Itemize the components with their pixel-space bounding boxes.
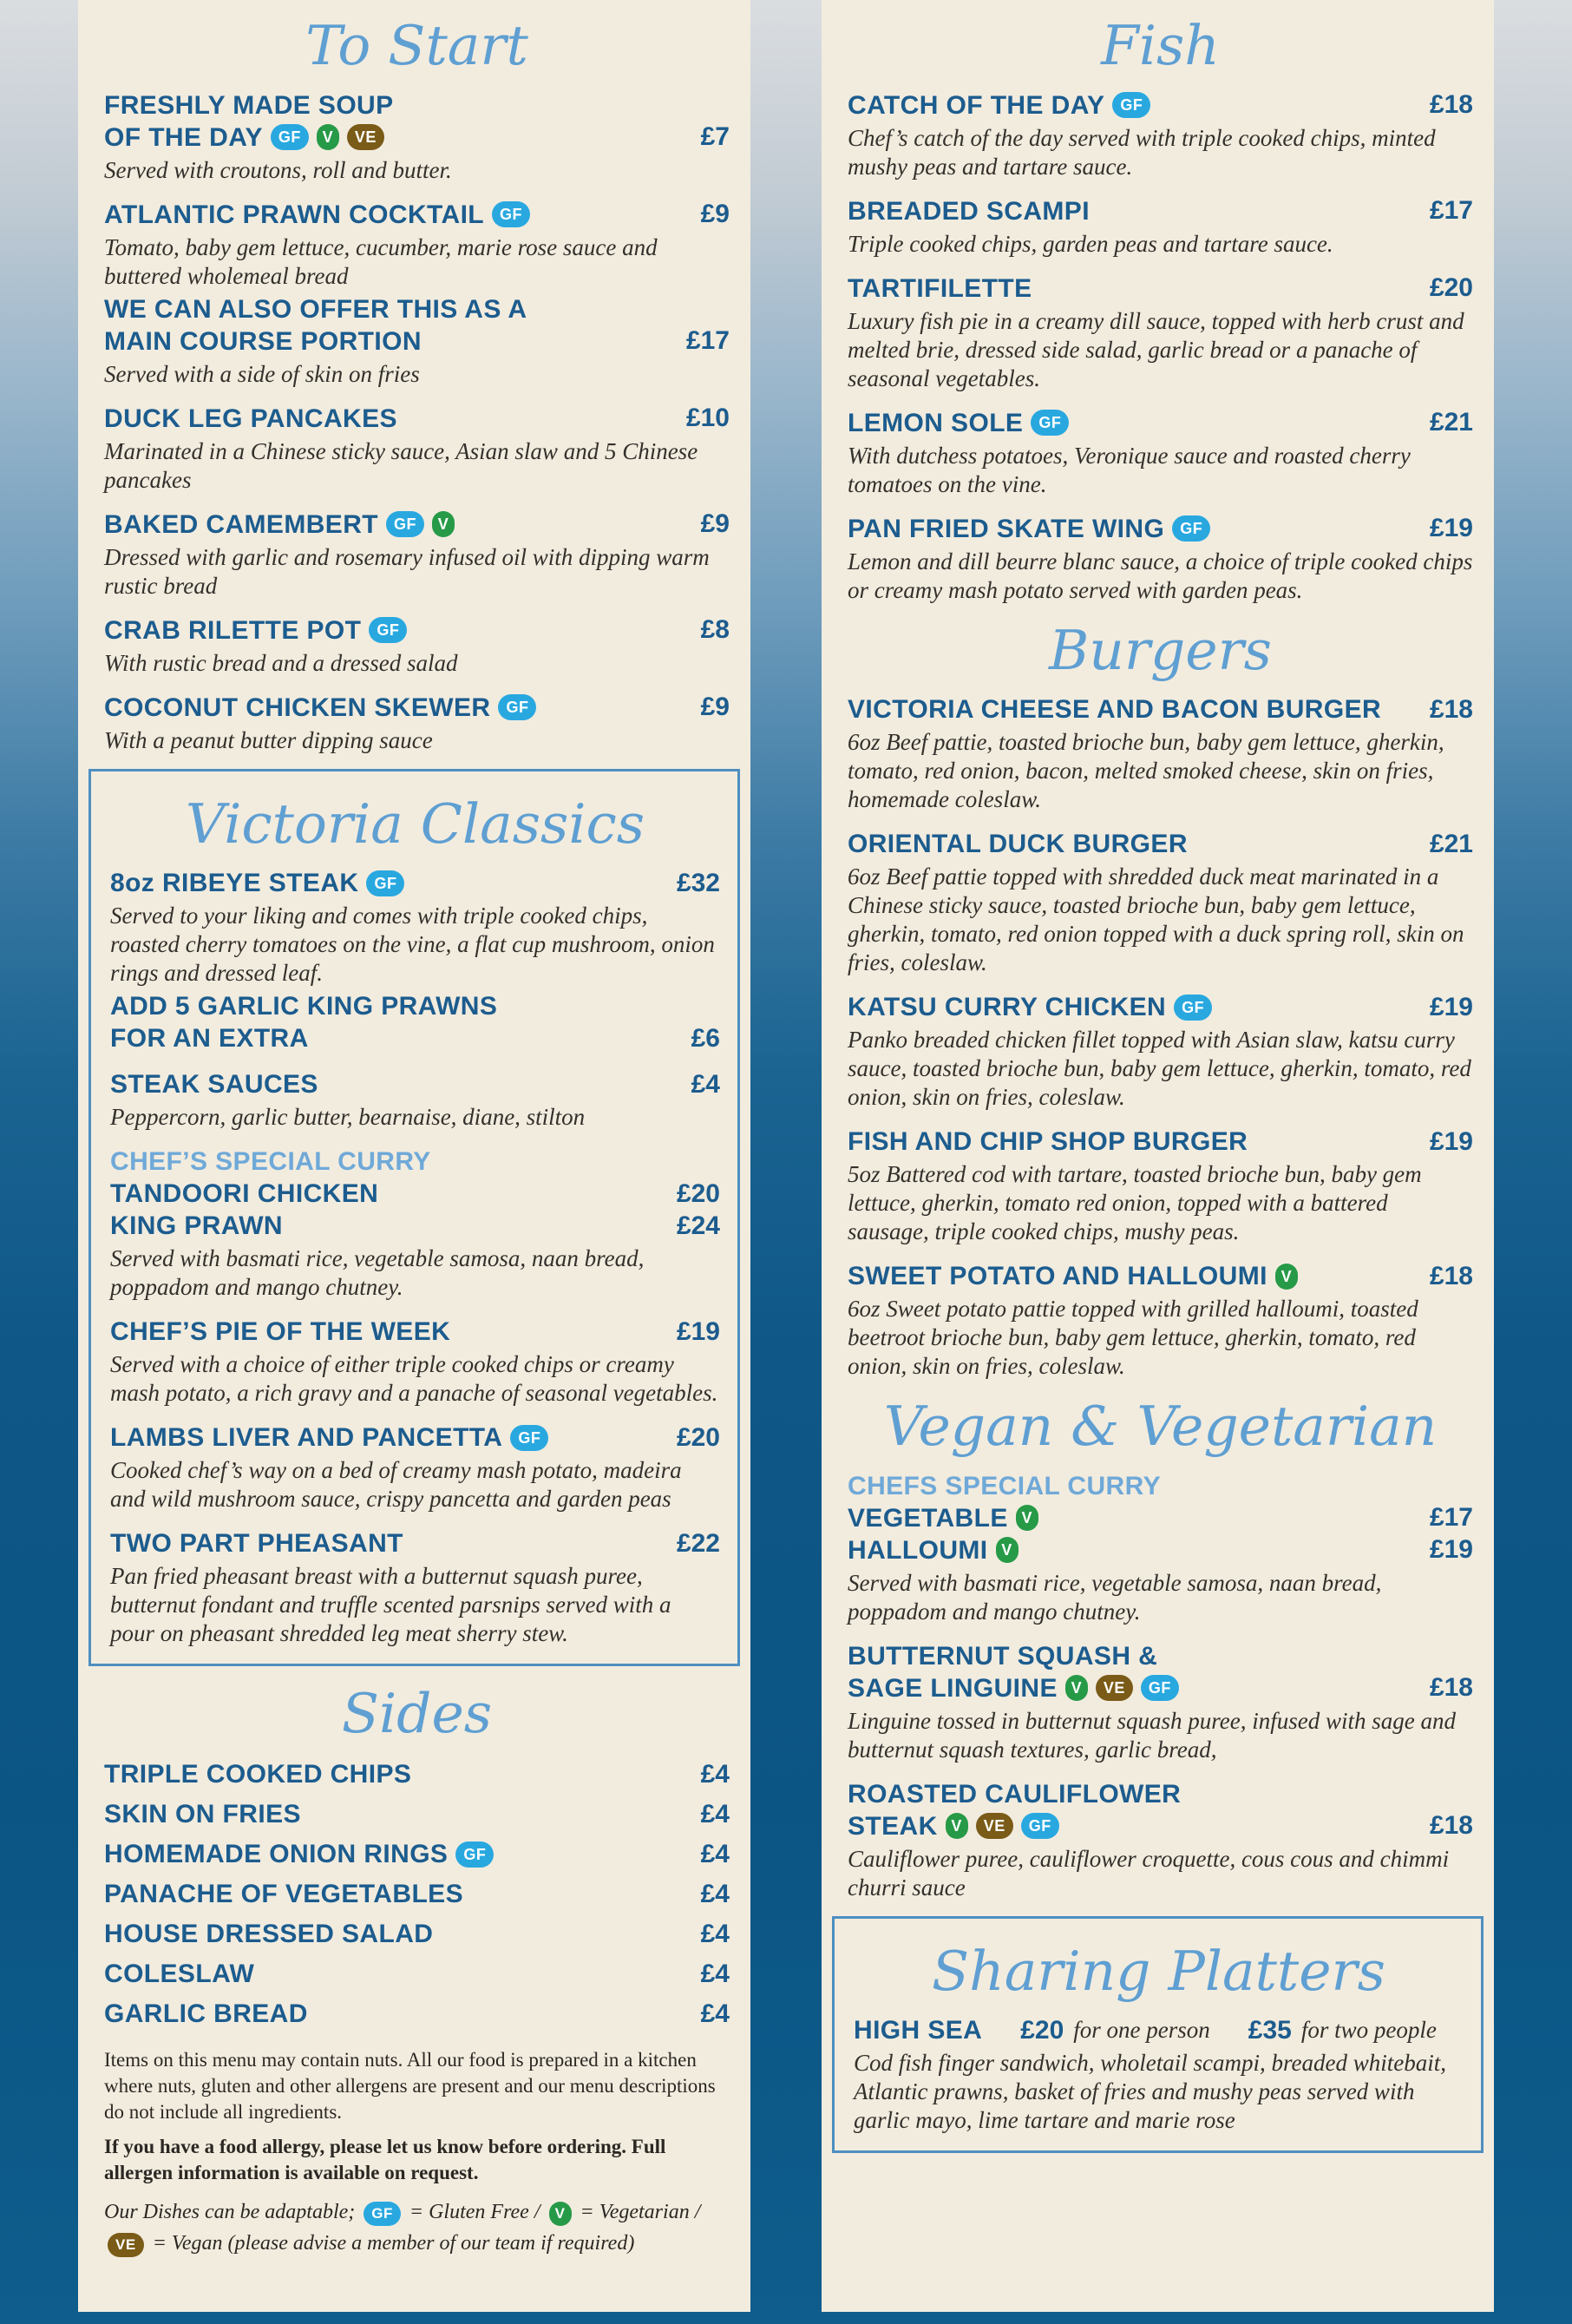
menu-item [848,89,1473,181]
item-price: £4 [700,1799,730,1828]
item-name: WE CAN ALSO OFFER THIS AS A [104,294,527,324]
item-price: £32 [676,868,720,897]
menu-item [848,1640,1473,1764]
item-price: £6 [691,1023,720,1053]
item-row [104,121,730,154]
item-name: FISH AND CHIP SHOP BURGER [848,1127,1248,1157]
menu-item [848,1470,1473,1626]
gluten-free-badge: GF [455,1841,494,1868]
item-row [848,828,1473,860]
item-name: TRIPLE COOKED CHIPS [104,1759,412,1789]
item-row [104,89,730,121]
item-name: BAKED CAMEMBERT [104,509,378,539]
item-name: GARLIC BREAD [104,1999,308,2028]
item-name: COLESLAW [104,1959,255,1988]
gluten-free-badge: GF [1031,410,1069,436]
item-description: 5oz Battered cod with tartare, toasted brioche bun, baby gem lettuce, gherkin, tomato red onion, topped with a battered sausage, triple cooked chips, mushy peas. [848,1161,1422,1245]
menu-section [78,16,750,755]
menu-item [104,692,730,755]
gluten-free-badge: GF [510,1425,548,1451]
price-label: for one person [1073,2017,1210,2044]
item-description: Served with a choice of either triple cooked chips or creamy mash potato, a rich gravy and a panache of seasonal vegetables. [110,1351,718,1407]
item-row [110,1068,720,1100]
menu-item [848,828,1473,977]
item-row [848,1640,1473,1672]
item-description: With a peanut butter dipping sauce [104,726,433,753]
gluten-free-badge: GF [386,511,424,537]
vegan-badge: VE [1096,1675,1133,1701]
item-name: SKIN ON FRIES [104,1799,301,1828]
item-description: Served with croutons, roll and butter. [104,156,452,183]
vegan-badge: VE [108,2233,144,2257]
item-description: Cooked chef’s way on a bed of creamy mash potato, madeira and wild mushroom sauce, crispy pancetta and garden peas [110,1457,682,1513]
item-name: TANDOORI CHICKEN [110,1179,379,1209]
menu-item [104,1757,730,1792]
item-name: CRAB RILETTE POT [104,615,362,645]
item-price: £9 [700,693,730,722]
item-name: ATLANTIC PRAWN COCKTAIL [104,200,485,229]
gluten-free-badge: GF [1141,1675,1179,1701]
item-price: £22 [676,1528,720,1558]
item-name: ROASTED CAULIFLOWER [848,1779,1182,1809]
item-row [110,1527,720,1559]
dietary-legend: Our Dishes can be adaptable; GF = Gluten Free / V = Vegetarian / VE = Vegan (please advise a member of our team if required) [104,2196,728,2259]
item-price: £4 [700,1759,730,1789]
item-price: £20 [676,1178,720,1208]
section-title: Sharing Platters [932,1939,1385,2003]
vegetarian-badge: V [996,1537,1019,1563]
menu-item [848,991,1473,1112]
menu-item [104,1837,730,1872]
item-row [104,199,730,231]
item-price: £19 [1429,514,1473,543]
gluten-free-badge: GF [1112,92,1150,118]
item-price: £7 [700,122,730,152]
gluten-free-badge: GF [498,694,536,720]
item-name: SAGE LINGUINE [848,1673,1058,1703]
item-description: Served with a side of skin on fries [104,360,420,387]
item-name: STEAK [848,1811,938,1841]
item-price: £4 [700,1839,730,1868]
item-price: £4 [700,1919,730,1948]
section-title: To Start [305,14,528,77]
item-row [110,1022,720,1054]
item-price: £19 [1429,1535,1473,1565]
menu-item [104,403,730,495]
item-price: £4 [700,1959,730,1988]
item-row [110,1316,720,1348]
menu-item [104,509,730,601]
footer-notes [78,2037,750,2259]
menu-item [110,1316,720,1408]
item-row [110,1178,720,1210]
item-row [848,272,1473,305]
section-title: Victoria Classics [185,791,645,856]
menu-item [104,1917,730,1952]
item-description: Served with basmati rice, vegetable samosa, naan bread, poppadom and mango chutney. [110,1245,645,1301]
item-row [104,1797,730,1832]
gluten-free-badge: GF [492,201,530,227]
item-row [104,1877,730,1912]
item-price: £9 [700,509,730,539]
item-name: SWEET POTATO AND HALLOUMI [848,1262,1267,1291]
vegetarian-badge: V [1016,1505,1038,1531]
menu-section [822,1396,1494,1902]
menu-item [110,990,720,1054]
item-description: 6oz Sweet potato pattie topped with grilled halloumi, toasted beetroot brioche bun, baby gem lettuce, gherkin, tomato, red onion, skin on fries, coleslaw. [848,1296,1418,1380]
item-price: £9 [700,200,730,229]
boxed-section [832,1916,1484,2154]
item-price: £21 [1429,408,1473,437]
item-name: COCONUT CHICKEN SKEWER [104,693,491,722]
item-price: £10 [685,404,730,433]
menu-item [104,89,730,185]
item-name: HOUSE DRESSED SALAD [104,1919,434,1948]
vegetarian-badge: V [1275,1264,1298,1290]
item-description: Tomato, baby gem lettuce, cucumber, marie rose sauce and buttered wholemeal bread [104,233,658,289]
item-description: Cauliflower puree, cauliflower croquette, cous cous and chimmi churri sauce [848,1845,1450,1901]
item-price: £8 [700,615,730,645]
item-name: PANACHE OF VEGETABLES [104,1879,463,1908]
item-price: £18 [1429,1811,1473,1841]
item-price: £17 [685,326,730,356]
menu-item [104,293,730,389]
gluten-free-badge: GF [271,124,309,150]
menu-section [822,620,1494,1382]
item-description: Served to your liking and comes with triple cooked chips, roasted cherry tomatoes on the vine, a flat cup mushroom, onion rings and dressed leaf. [110,903,715,987]
item-description: Triple cooked chips, garden peas and tartare sauce. [848,230,1333,257]
menu-item [104,1997,730,2032]
item-name: FOR AN EXTRA [110,1024,309,1054]
item-name: VEGETABLE [848,1503,1008,1533]
menu-item [848,1126,1473,1246]
item-description: With dutchess potatoes, Veronique sauce and roasted cherry tomatoes on the vine. [848,442,1411,497]
menu-item [104,1797,730,1832]
menu-item [104,1957,730,1992]
item-description: Peppercorn, garlic butter, bearnaise, diane, stilton [110,1104,586,1131]
item-row [848,1534,1473,1566]
item-price: £4 [700,1999,730,2028]
item-description: Marinated in a Chinese sticky sauce, Asian slaw and 5 Chinese pancakes [104,437,698,493]
item-price: £18 [1429,90,1473,120]
item-price: £17 [1429,1503,1473,1533]
section-title: Vegan & Vegetarian [883,1395,1438,1459]
menu-item [110,1527,720,1648]
section-title: Burgers [1048,618,1273,682]
item-name: 8oz RIBEYE STEAK [110,869,359,898]
item-name: DUCK LEG PANCAKES [104,404,397,433]
item-name: ADD 5 GARLIC KING PRAWNS [110,992,498,1021]
item-name: OF THE DAY [104,122,263,152]
item-row [848,1810,1473,1842]
menu-item [110,867,720,988]
menu-section [822,16,1494,605]
item-name: TWO PART PHEASANT [110,1529,403,1559]
item-price: £18 [1429,694,1473,724]
menu-item [848,1260,1473,1381]
item-row [104,325,730,358]
item-row [848,1672,1473,1704]
item-row [104,1997,730,2032]
item-row [104,509,730,541]
item-name: HALLOUMI [848,1535,988,1565]
item-description: Linguine tossed in butternut squash puree, infused with sage and butternut squash textures, garlic bread, [848,1707,1456,1763]
item-price: £35 [1248,2015,1292,2045]
vegan-badge: VE [347,124,384,150]
item-name: MAIN COURSE PORTION [104,326,422,356]
vegetarian-badge: V [549,2202,572,2226]
item-price: £19 [676,1316,720,1346]
item-description: Chef’s catch of the day served with triple cooked chips, minted mushy peas and tartare sauce. [848,124,1436,180]
price-label: for two people [1300,2017,1437,2044]
item-name: FRESHLY MADE SOUP [104,90,394,120]
menu-item [848,513,1473,605]
vegan-badge: VE [976,1813,1013,1839]
item-price: £18 [1429,1673,1473,1703]
vegetarian-badge: V [1065,1675,1088,1701]
allergy-warning-note: If you have a food allergy, please let us know before ordering. Full allergen information is available on request. [104,2135,666,2183]
item-description: Cod fish finger sandwich, wholetail scampi, breaded whitebait, Atlantic prawns, basket of fries and mushy peas served with garlic mayo, lime tartare and marie rose [854,2050,1446,2134]
item-special-label: CHEF’S SPECIAL CURRY [110,1147,431,1177]
menu-item [848,272,1473,393]
item-row [110,867,720,899]
item-description: With rustic bread and a dressed salad [104,649,458,676]
item-name: CHEF’S PIE OF THE WEEK [110,1317,451,1347]
item-row [104,1917,730,1952]
menu-item [854,2014,1464,2135]
item-name: ORIENTAL DUCK BURGER [848,830,1188,859]
item-row [848,1502,1473,1534]
gluten-free-badge: GF [1021,1813,1059,1839]
gluten-free-badge: GF [1174,995,1212,1021]
item-name: KATSU CURRY CHICKEN [848,993,1167,1022]
menu-item [848,693,1473,814]
item-name: STEAK SAUCES [110,1070,318,1100]
section-title: Fish [1101,14,1220,77]
vegetarian-badge: V [946,1813,968,1839]
section-title: Sides [341,1682,493,1746]
item-row [104,1957,730,1992]
item-price: £20 [676,1422,720,1452]
item-row [848,1126,1473,1158]
item-row [848,693,1473,725]
item-name: VICTORIA CHEESE AND BACON BURGER [848,695,1382,725]
item-price: £24 [676,1211,720,1240]
menu-item [848,407,1473,499]
item-description: Dressed with garlic and rosemary infused oil with dipping warm rustic bread [104,543,710,599]
menu-item [110,1068,720,1132]
item-row [110,1421,720,1454]
item-row [848,89,1473,121]
item-row [848,1778,1473,1810]
item-price: £18 [1429,1261,1473,1290]
menu-item [104,199,730,291]
item-row [848,1470,1473,1502]
item-price: £4 [691,1069,720,1099]
boxed-section [88,769,740,1667]
menu-item [848,195,1473,259]
item-row [848,1260,1473,1292]
item-description: Panko breaded chicken fillet topped with Asian slaw, katsu curry sauce, toasted brioche bun, baby gem lettuce, gherkin, tomato, red onion, skin on fries, coleslaw. [848,1027,1471,1111]
item-row [104,1837,730,1872]
item-row [110,1210,720,1242]
item-row [848,195,1473,227]
item-description: Pan fried pheasant breast with a butternut squash puree, butternut fondant and truffle scented parsnips served with a pour on pheasant shredded leg meat sherry stew. [110,1563,671,1647]
item-special-label: CHEFS SPECIAL CURRY [848,1471,1161,1500]
item-name: LAMBS LIVER AND PANCETTA [110,1423,503,1453]
item-price: £21 [1429,829,1473,858]
item-name: PAN FRIED SKATE WING [848,514,1165,543]
item-row [104,1757,730,1792]
right-menu-panel [822,0,1494,2312]
item-row [854,2014,1464,2046]
menu-item [104,1877,730,1912]
item-description: 6oz Beef pattie topped with shredded duck meat marinated in a Chinese sticky sauce, toasted brioche bun, baby gem lettuce, gherkin, tomato, red onion topped with a duck spring roll, skin on fries, coleslaw. [848,863,1464,976]
item-row [848,513,1473,545]
item-description: Luxury fish pie in a creamy dill sauce, topped with herb crust and melted brie, dressed side salad, garlic bread or a panache of seasonal vegetables. [848,307,1464,391]
item-description: Served with basmati rice, vegetable samosa, naan bread, poppadom and mango chutney. [848,1569,1382,1625]
item-name: KING PRAWN [110,1211,283,1241]
item-row [110,1146,720,1178]
item-name: BUTTERNUT SQUASH & [848,1641,1158,1671]
menu-section [78,1684,750,2032]
item-description: Lemon and dill beurre blanc sauce, a choice of triple cooked chips or creamy mash potato served with garden peas. [848,548,1473,603]
vegetarian-badge: V [432,511,455,537]
item-row [104,614,730,647]
menu-section [822,1916,1494,2154]
item-price: £20 [1429,273,1473,303]
item-row [848,991,1473,1023]
menu-item [104,614,730,678]
item-name: BREADED SCAMPI [848,196,1090,226]
gluten-free-badge: GF [1172,515,1210,542]
item-name: CATCH OF THE DAY [848,90,1105,120]
item-price: £20 [1020,2015,1064,2045]
gluten-free-badge: GF [369,617,407,643]
item-price: £17 [1429,196,1473,226]
item-row [104,403,730,435]
item-row [110,990,720,1022]
allergen-info-note: Items on this menu may contain nuts. All our food is prepared in a kitchen where nuts, gluten and other allergens are present and our menu descriptions do not include all ingredients. [104,2048,716,2123]
item-row [104,692,730,724]
gluten-free-badge: GF [366,870,404,896]
menu-item [848,1778,1473,1902]
item-name: HOMEMADE ONION RINGS [104,1839,449,1868]
menu-item [110,1146,720,1302]
item-price: £19 [1429,1126,1473,1156]
item-description: 6oz Beef pattie, toasted brioche bun, baby gem lettuce, gherkin, tomato, red onion, bacon, melted smoked cheese, skin on fries, homemade coleslaw. [848,729,1444,813]
item-row [104,293,730,325]
menu-section [78,769,750,1667]
item-name: LEMON SOLE [848,408,1024,437]
item-price: £19 [1429,992,1473,1021]
item-price: £4 [700,1879,730,1908]
item-name: TARTIFILETTE [848,273,1032,303]
left-menu-panel [78,0,750,2312]
item-row [848,407,1473,439]
item-name: HIGH SEA [854,2016,983,2045]
menu-item [110,1421,720,1513]
vegetarian-badge: V [317,124,339,150]
gluten-free-badge: GF [364,2202,401,2226]
